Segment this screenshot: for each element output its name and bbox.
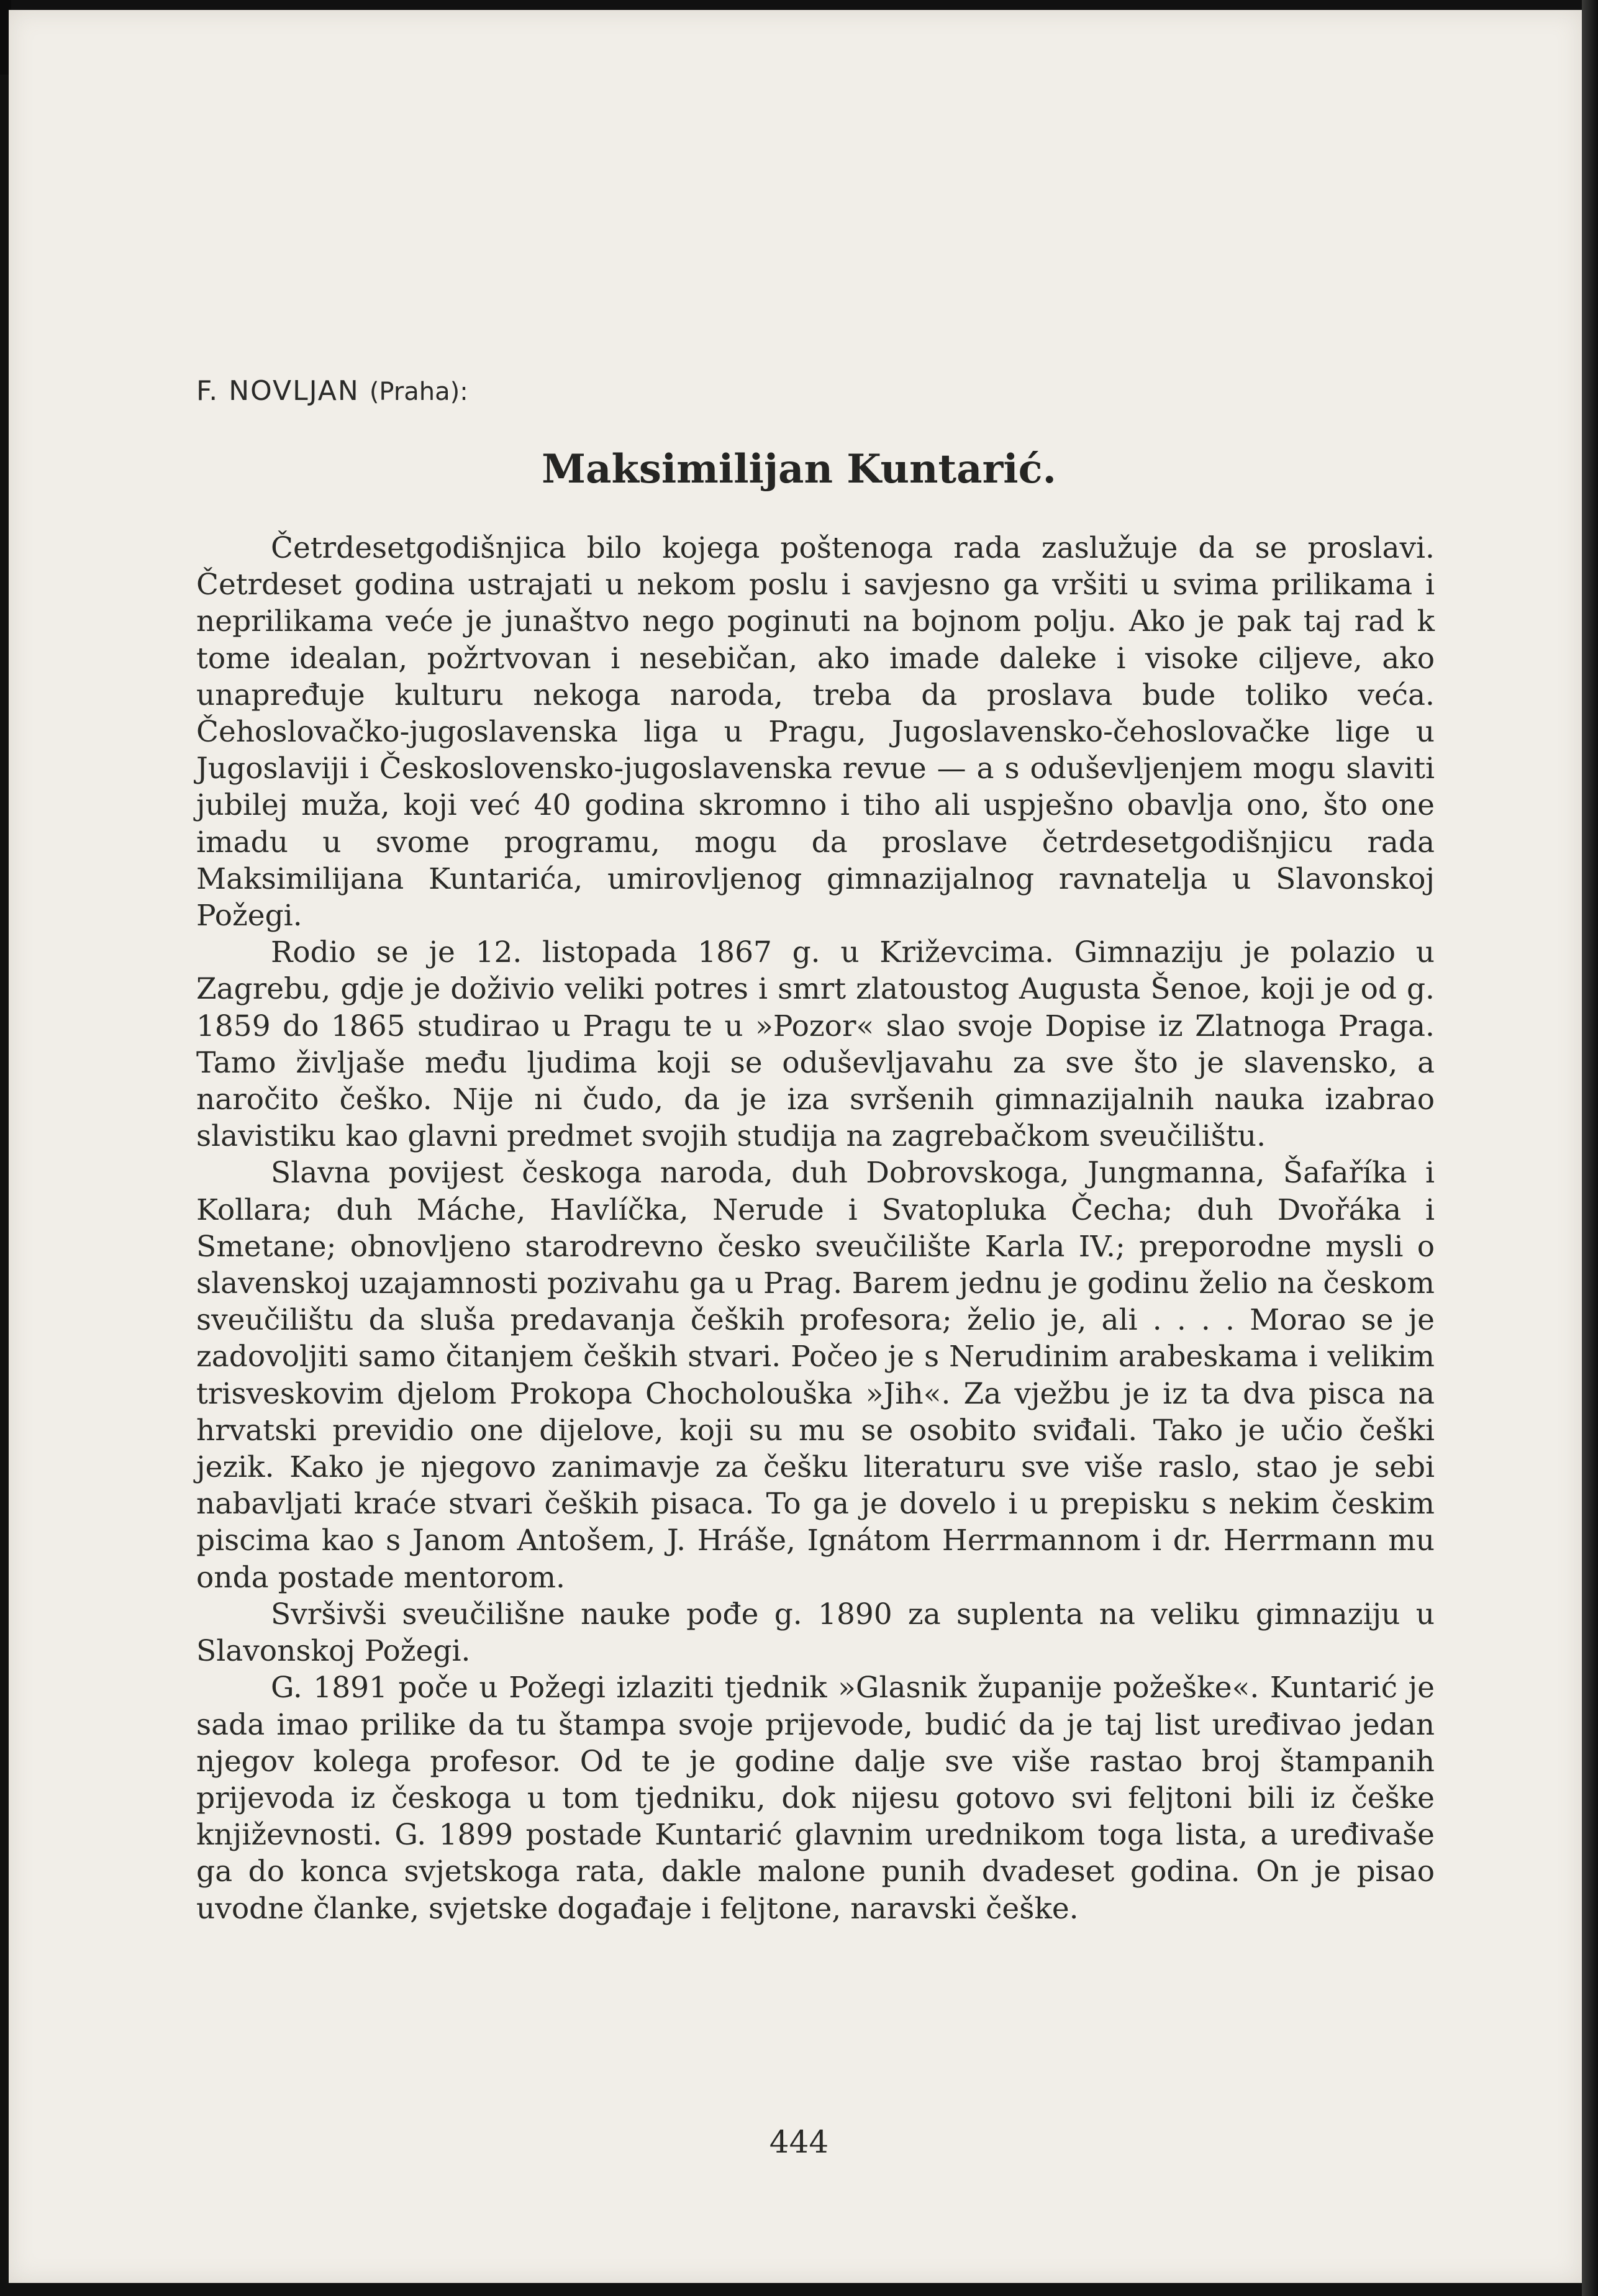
page-number: 444 [769, 2124, 829, 2160]
paragraph: G. 1891 poče u Požegi izlaziti tjednik »Glasnik županije požeške«. Kuntarić je sada imao prilike da tu štampa svoje prijevode, budić da je taj list uređivao jedan njegov kolega profesor. Od te je godine dalje sve više rastao broj štampanih prijevoda iz českoga u tom tjedniku, dok nijesu gotovo svi feljtoni bili iz češke književnosti. G. 1899 postade Kuntarić glavnim urednikom toga lista, a uređivaše ga do konca svjetskoga rata, dakle malone punih dvadeset godina. On je pisao uvodne članke, svjetske događaje i feljtone, naravski češke. [196, 1671, 1435, 1926]
paragraph: Rodio se je 12. listopada 1867 g. u Križevcima. Gimnaziju je polazio u Zagrebu, gdje je doživio veliki potres i smrt zlatoustog Augusta Šenoe, koji je od g. 1859 do 1865 studirao u Pragu te u »Pozor« slao svoje Dopise iz Zlatnoga Praga. Tamo življaše među ljudima koji se oduševljavahu za sve što je slavensko, a naročito češko. Nije ni čudo, da je iza svršenih gimnazijalnih nauka izabrao slavistiku kao glavni predmet svojih studija na zagrebačkom sveučilištu. [196, 935, 1435, 1154]
paragraph: Četrdesetgodišnjica bilo kojega poštenoga rada zaslužuje da se proslavi. Četrdeset godina ustrajati u nekom poslu i savjesno ga vršiti u svima prilikama i neprilikama veće je junaštvo nego poginuti na bojnom polju. Ako je pak taj rad k tome idealan, požrtvovan i nesebičan, ako imade daleke i visoke ciljeve, ako unapređuje kulturu nekoga naroda, treba da proslava bude toliko veća. Čehoslovačko-jugoslavenska liga u Pragu, Jugoslavensko-čehoslovačke lige u Jugoslaviji i Československo-jugoslavenska revue — a s oduševljenjem mogu slaviti jubilej muža, koji već 40 godina skromno i tiho ali uspješno obavlja ono, što one imadu u svome programu, mogu da proslave četrdesetgodišnjicu rada Maksimilijana Kuntarića, umirovljenog gimnazijalnog ravnatelja u Slavonskoj Požegi. [196, 531, 1435, 933]
paragraph: Svršivši sveučilišne nauke pođe g. 1890 za suplenta na veliku gimnaziju u Slavonskoj Požegi. [196, 1597, 1435, 1669]
byline-author: F. NOVLJAN [196, 375, 360, 407]
article-title: Maksimilijan Kuntarić. [542, 446, 1056, 492]
paragraph: Slavna povijest českoga naroda, duh Dobrovskoga, Jungmanna, Šafaříka i Kollara; duh Máche, Havlíčka, Nerude i Svatopluka Čecha; duh Dvořáka i Smetane; obnovljeno starodrevno česko sveučilište Karla IV.; preporodne mysli o slavenskoj uzajamnosti pozivahu ga u Prag. Barem jednu je godinu želio na českom sveučilištu da sluša predavanja čeških profesora; želio je, ali . . . . Morao se je zadovoljiti samo čitanjem čeških stvari. Počeo je s Nerudinim arabeskama i velikim trisveskovim djelom Prokopa Chocholouška »Jih«. Za vježbu je iz ta dva pisca na hrvatski previdio one dijelove, koji su mu se osobito sviđali. Tako je učio češki jezik. Kako je njegovo zanimavje za češku literaturu sve više raslo, stao je sebi nabavljati kraće stvari čeških pisaca. To ga je dovelo i u prepisku s nekim českim piscima kao s Janom Antošem, J. Hráše, Ignátom Herrmannom i dr. Herrmann mu onda postade mentorom. [196, 1156, 1435, 1595]
article-body [196, 530, 1435, 1927]
byline [196, 375, 468, 407]
scan-right-edge [1582, 0, 1598, 2296]
byline-place: (Praha): [369, 378, 468, 406]
